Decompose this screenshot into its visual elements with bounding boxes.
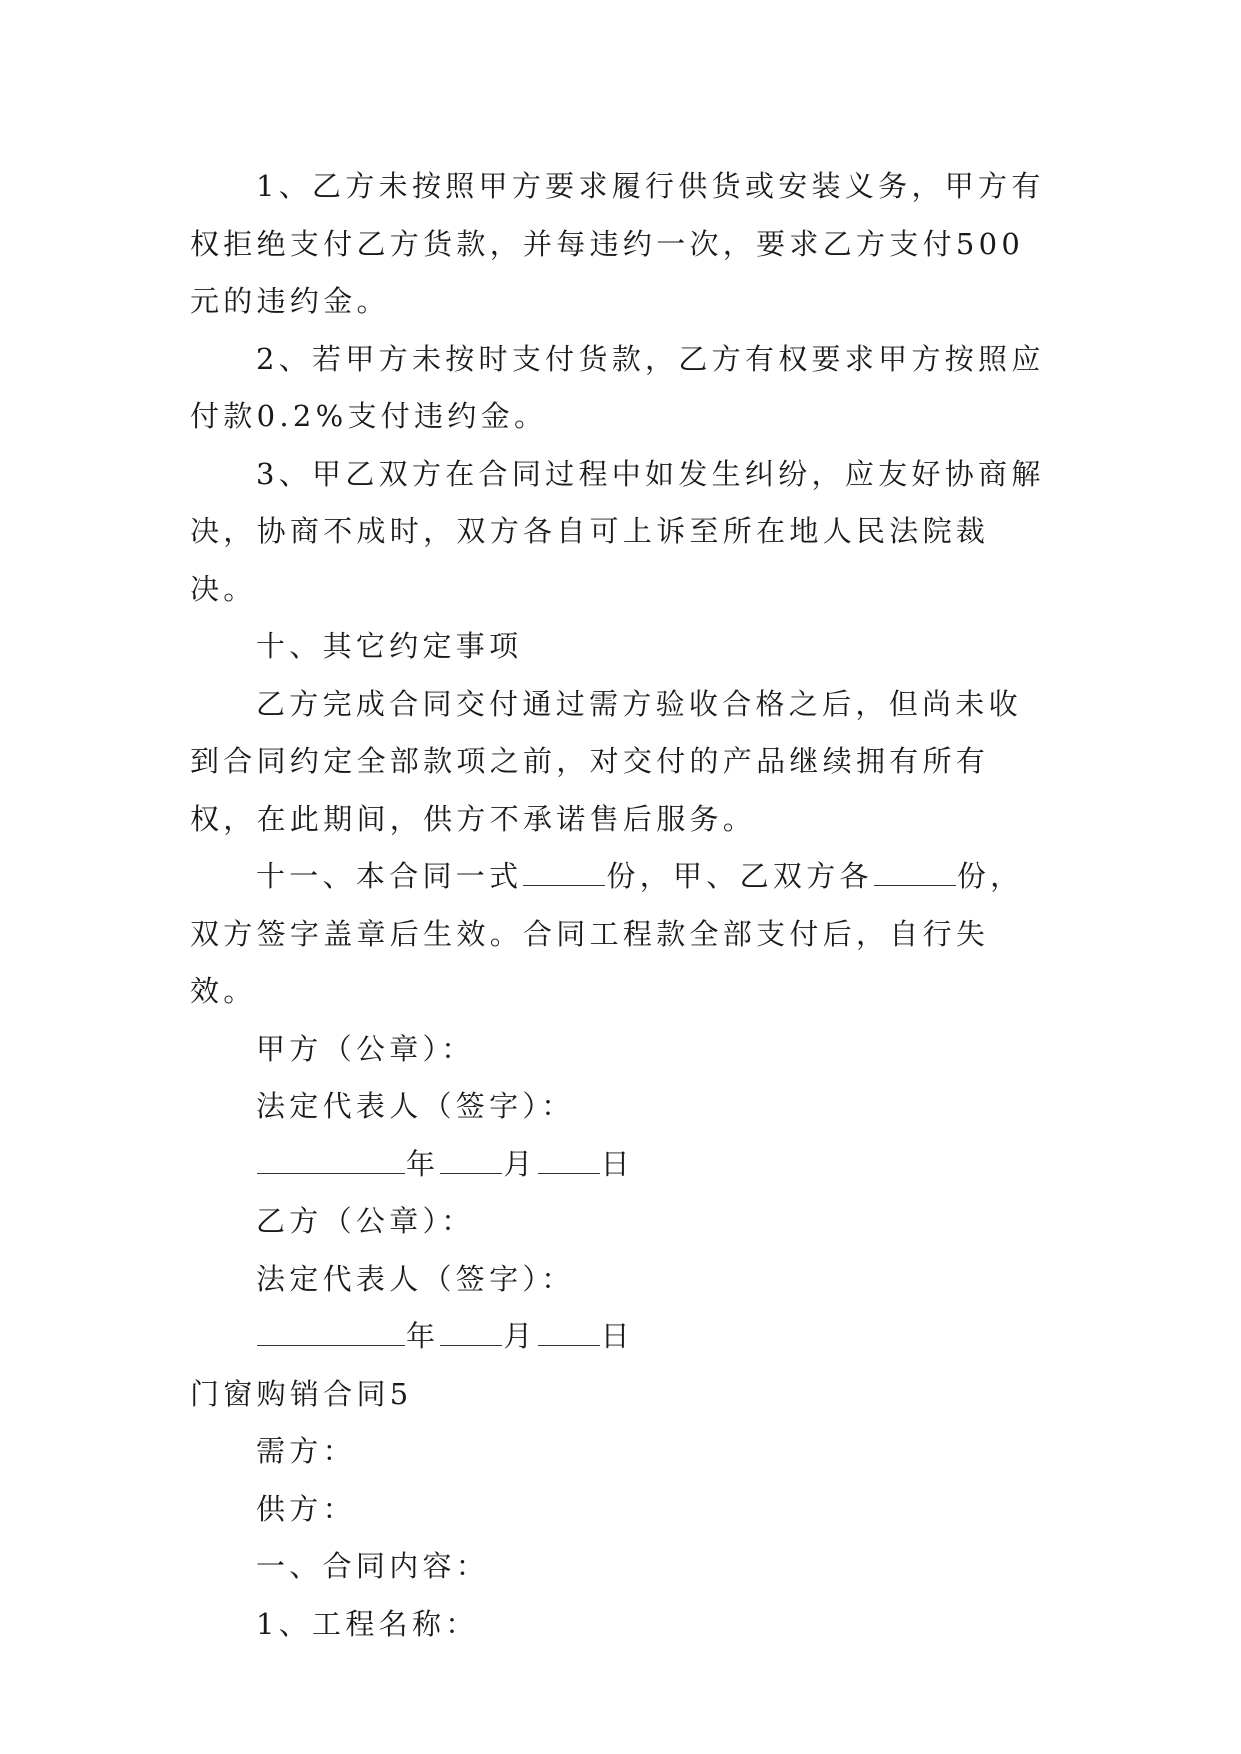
party-a-date [190, 1136, 1050, 1194]
copies-text-2: 份，甲、乙双方各 [606, 859, 873, 893]
date-a-day-blank [538, 1149, 600, 1174]
project-name-label: 1、工程名称： [256, 1606, 479, 1641]
clause-ownership: 乙方完成合同交付通过需方验收合格之后，但尚未收到合同约定全部款项之前，对交付的产品继续拥有所有权，在此期间，供方不承诺售后服务。 [190, 686, 1022, 836]
date-a-day: 日 [600, 1146, 634, 1181]
clause-dispute: 3、甲乙双方在合同过程中如发生纠纷，应友好协商解决，协商不成时，双方各自可上诉至所在地人民法院裁决。 [190, 456, 1045, 606]
buyer-label: 需方： [256, 1434, 356, 1468]
clause-breach-payment: 2、若甲方未按时支付货款，乙方有权要求甲方按照应付款0.2%支付违约金。 [190, 341, 1045, 433]
date-b-month: 月 [503, 1319, 537, 1353]
clause-copies [190, 848, 1050, 1021]
date-a-year: 年 [406, 1146, 440, 1181]
supplier-label: 供方： [256, 1491, 356, 1526]
date-b-day-blank [538, 1321, 600, 1346]
date-b-day: 日 [600, 1319, 634, 1353]
party-b-seal: 乙方（公章）： [256, 1204, 475, 1238]
copies-blank-each [874, 861, 956, 886]
date-a-month-blank [440, 1149, 502, 1174]
party-a-seal: 甲方（公章）： [256, 1031, 475, 1066]
party-b-representative: 法定代表人（签字）： [256, 1261, 575, 1296]
party-b-date [190, 1308, 1050, 1366]
copies-text-3: 份，双方签字盖章后生效。合同工程款全部支付后，自行失效。 [190, 859, 1024, 1008]
date-a-month: 月 [503, 1146, 537, 1181]
copies-blank-total [523, 861, 605, 886]
contract-content-heading: 一、合同内容： [256, 1549, 490, 1583]
copies-text-1: 十一、本合同一式 [256, 859, 523, 893]
date-a-year-blank [257, 1149, 405, 1174]
date-b-year-blank [257, 1321, 405, 1346]
party-a-representative: 法定代表人（签字）： [256, 1089, 575, 1123]
section-heading-other-terms: 十、其它约定事项 [256, 629, 523, 663]
clause-breach-supply: 1、乙方未按照甲方要求履行供货或安装义务，甲方有权拒绝支付乙方货款，并每违约一次，要求乙方支付500元的违约金。 [190, 169, 1045, 318]
date-b-month-blank [440, 1321, 502, 1346]
document-page [190, 158, 1050, 1653]
date-b-year: 年 [406, 1319, 440, 1353]
section-title: 门窗购销合同5 [190, 1376, 413, 1411]
